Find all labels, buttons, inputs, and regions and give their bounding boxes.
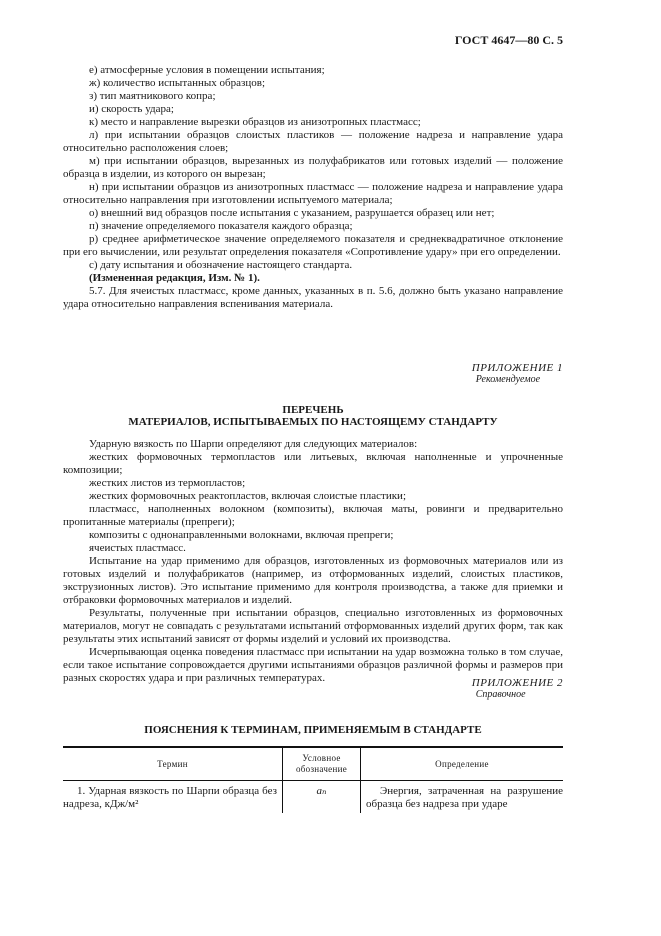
page-header: ГОСТ 4647—80 С. 5 [454,33,563,47]
list-item: ж) количество испытанных образцов; [89,77,266,89]
list-item: н) при испытании образцов из анизотропных пластмасс — положение надреза и направление удара относительно направления при изготовлении испытуемого материала; [63,181,563,206]
clause-5-7: 5.7. Для ячеистых пластмасс, кроме данных, указанных в п. 5.6, должно быть указано направление удара относительно направления вспенивания материала. [63,285,563,310]
cell-symbol: aₙ [283,781,361,814]
appendix1-number: ПРИЛОЖЕНИЕ 1 [471,362,563,374]
paragraph: ячеистых пластмасс. [89,542,186,554]
column-header-term: Термин [63,747,283,781]
list-item: и) скорость удара; [89,103,174,115]
column-header-symbol: Условное обозначение [283,747,361,781]
amendment-note: (Измененная редакция, Изм. № 1). [89,272,260,284]
paragraph: жестких формовочных термопластов или литьевых, включая наполненные и упрочненные композиции; [63,451,563,476]
appendix1-label [472,362,563,386]
cell-term: 1. Ударная вязкость по Шарпи образца без надреза, кДж/м² [63,781,283,814]
appendix1-title-line1: ПЕРЕЧЕНЬ [282,404,344,416]
list-item: м) при испытании образцов, вырезанных из полуфабрикатов или готовых изделий — положение образца в изделии, из которого он вырезан; [63,155,563,180]
paragraph: Испытание на удар применимо для образцов, изготовленных из формовочных материалов или из готовых изделий и полуфабрикатов (например, из отформованных изделий, слоистых пластиков, экструзионных листов). Это испытание применимо для контроля производства, а также для приемки и отбраковки формовочных материалов и изделий. [63,555,563,606]
list-item: к) место и направление вырезки образцов из анизотропных пластмасс; [89,116,421,128]
appendix1-title-line2: МАТЕРИАЛОВ, ИСПЫТЫВАЕМЫХ ПО НАСТОЯЩЕМУ СТАНДАРТУ [128,416,498,428]
paragraph: композиты с однонаправленными волокнами, включая препреги; [89,529,394,541]
appendix2-number: ПРИЛОЖЕНИЕ 2 [471,677,563,689]
list-item: р) среднее арифметическое значение определяемого показателя и среднеквадратичное отклонение при его вычислении, или результат определения показателя «Сопротивление удару» при его определении. [63,233,563,258]
paragraph: Ударную вязкость по Шарпи определяют для следующих материалов: [89,438,418,450]
terms-table [63,746,563,813]
list-item: п) значение определяемого показателя каждого образца; [89,220,353,232]
list-item: з) тип маятникового копра; [89,90,216,102]
list-item: о) внешний вид образцов после испытания с указанием, разрушается образец или нет; [89,207,495,219]
appendix2-title: ПОЯСНЕНИЯ К ТЕРМИНАМ, ПРИМЕНЯЕМЫМ В СТАНДАРТЕ [144,724,482,736]
paragraph: Результаты, полученные при испытании образцов, специально изготовленных из формовочных материалов, могут не совпадать с результатами испытаний отформованных изделий других форм, так как результаты этих испытаний зависят от формы изделий и условий их производства. [63,607,563,645]
paragraph: Исчерпывающая оценка поведения пластмасс при испытании на удар возможна только в том случае, если такое испытание сопровождается другими испытаниями образцов различной формы и размеров при разных скоростях удара и при различных температурах. [63,646,563,684]
appendix2-status: Справочное [475,689,526,700]
appendix1-title [63,404,563,428]
report-contents-list [63,64,563,311]
list-item: е) атмосферные условия в помещении испытания; [89,64,325,76]
table-row [63,781,563,814]
column-header-definition: Определение [361,747,564,781]
list-item: с) дату испытания и обозначение настоящего стандарта. [89,259,353,271]
cell-definition: Энергия, затраченная на разрушение образца без надреза при ударе [366,785,563,810]
paragraph: жестких листов из термопластов; [89,477,246,489]
appendix2-label [472,677,563,701]
appendix1-status: Рекомендуемое [475,374,541,385]
paragraph: жестких формовочных реактопластов, включая слоистые пластики; [89,490,406,502]
paragraph: пластмасс, наполненных волокном (композиты), включая маты, ровинги и предварительно пропитанные материалы (препреги); [63,503,563,528]
list-item: л) при испытании образцов слоистых пластиков — положение надреза и направление удара относительно расположения слоев; [63,129,563,154]
appendix1-body [63,438,563,685]
